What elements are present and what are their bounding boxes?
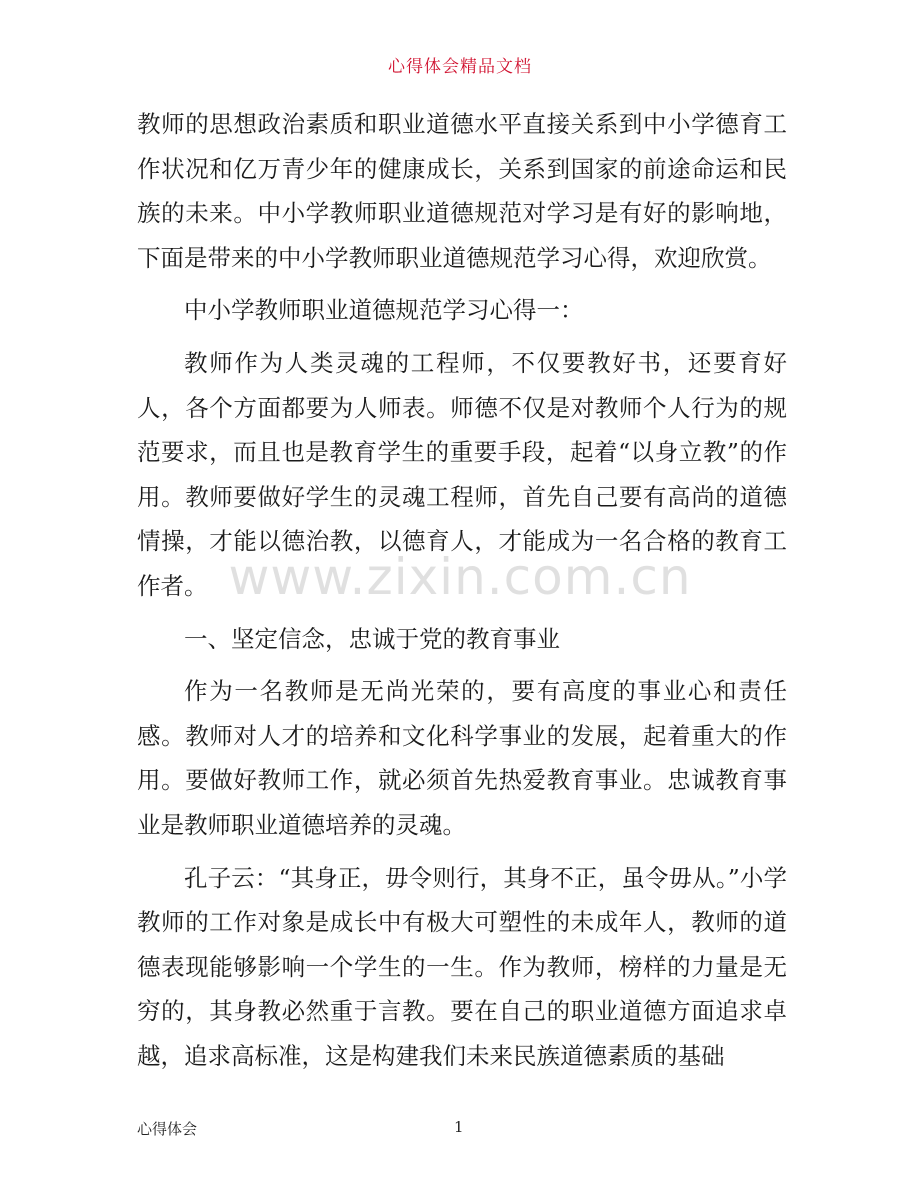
document-header-title: 心得体会精品文档 <box>388 57 532 77</box>
section-heading: 中小学教师职业道德规范学习心得一： <box>184 296 584 325</box>
body-paragraph: 作为一名教师是无尚光荣的，要有高度的事业心和责任感。教师对人才的培养和文化科学事业的发展，起着重大的作用。要做好教师工作，就必须首先热爱教育事业。忠诚教育事业是教师职业道德培养的灵魂。 <box>137 677 787 839</box>
watermark-text: www.zixin.com.cn <box>228 548 692 606</box>
document-body <box>137 102 787 1086</box>
intro-paragraph: 教师的思想政治素质和职业道德水平直接关系到中小学德育工作状况和亿万青少年的健康成长，关系到国家的前途命运和民族的未来。中小学教师职业道德规范对学习是有好的影响地，下面是带来的中小学教师职业道德规范学习心得，欢迎欣赏。 <box>137 110 787 272</box>
body-paragraph: 孔子云：“其身正，毋令则行，其身不正，虽令毋从。”小学教师的工作对象是成长中有极大可塑性的未成年人，教师的道德表现能够影响一个学生的一生。作为教师，榜样的力量是无穷的，其身教必然重于言教。要在自己的职业道德方面追求卓越，追求高标准，这是构建我们未来民族道德素质的基础 <box>137 863 787 1070</box>
body-paragraph: 教师作为人类灵魂的工程师，不仅要教好书，还要育好人，各个方面都要为人师表。师德不仅是对教师个人行为的规范要求，而且也是教育学生的重要手段，起着“以身立教”的作用。教师要做好学生的灵魂工程师，首先自己要有高尚的道德情操，才能以德治教，以德育人，才能成为一名合格的教育工作者。 <box>137 348 787 600</box>
subsection-heading: 一、坚定信念，忠诚于党的教育事业 <box>184 624 560 653</box>
footer-label: 心得体会 <box>137 1120 198 1138</box>
page-number: 1 <box>454 1118 464 1136</box>
